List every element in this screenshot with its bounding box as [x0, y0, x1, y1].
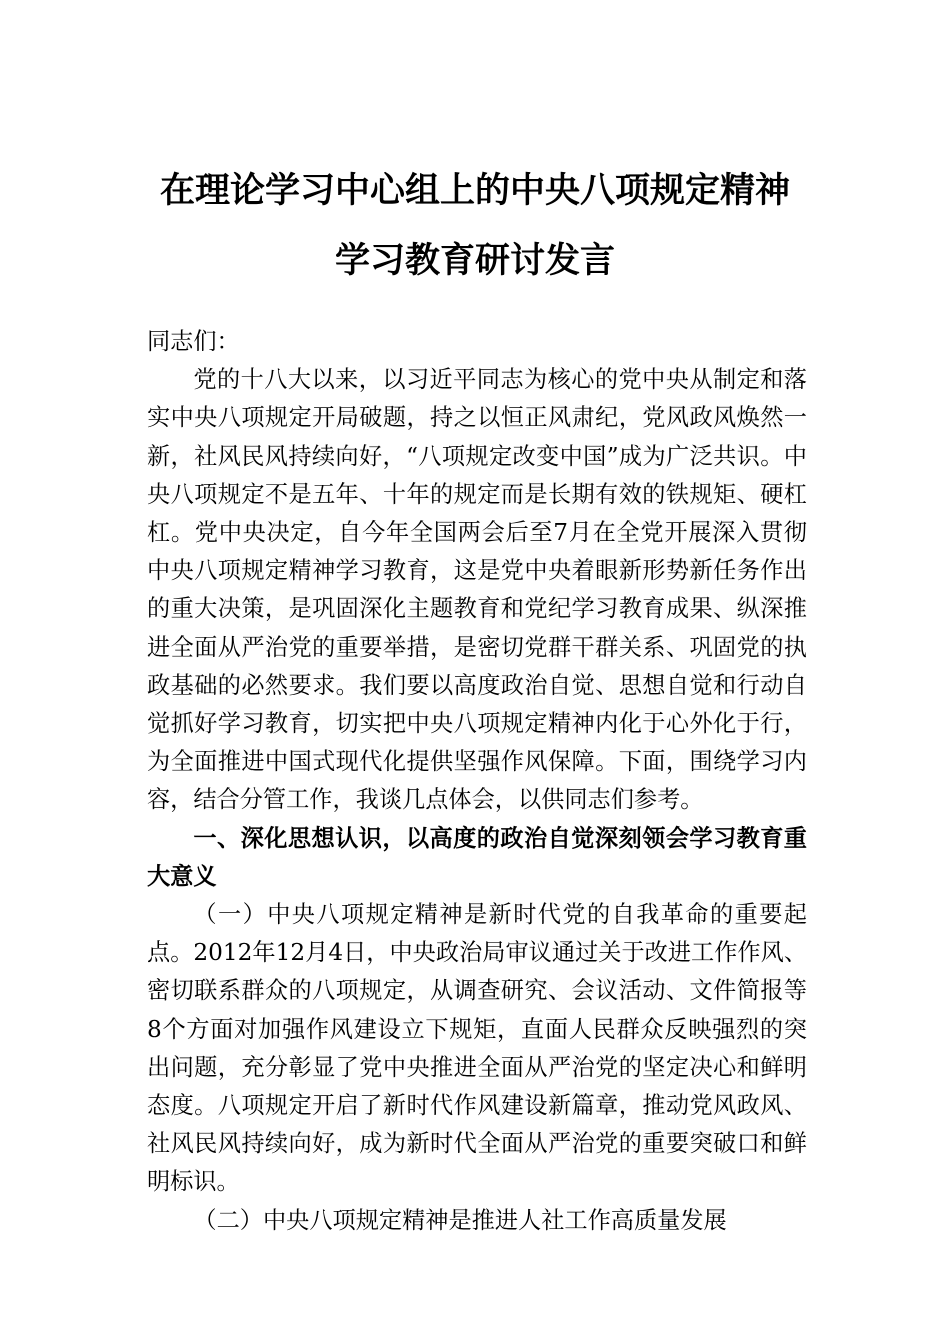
section-1-heading: 一、深化思想认识，以高度的政治自觉深刻领会学习教育重大意义 — [147, 824, 807, 890]
section-1-point-1: （一）中央八项规定精神是新时代党的自我革命的重要起点。2012年12月4日，中央政治局审议通过关于改进工作作风、密切联系群众的八项规定，从调查研究、会议活动、文件简报等8个方面对加强作风建设立下规矩，直面人民群众反映强烈的突出问题，充分彰显了党中央推进全面从严治党的坚定决心和鲜明态度。八项规定开启了新时代作风建设新篇章，推动党风政风、社风民风持续向好，成为新时代全面从严治党的重要突破口和鲜明标识。 — [147, 901, 807, 1196]
document-title-line-1: 在理论学习中心组上的中央八项规定精神 — [159, 170, 790, 211]
document-body — [147, 323, 807, 1240]
section-1-point-2: （二）中央八项规定精神是推进人社工作高质量发展 — [193, 1206, 727, 1234]
salutation: 同志们： — [147, 328, 240, 355]
intro-paragraph: 党的十八大以来，以习近平同志为核心的党中央从制定和落实中央八项规定开局破题，持之以恒正风肃纪，党风政风焕然一新，社风民风持续向好，“八项规定改变中国”成为广泛共识。中央八项规定不是五年、十年的规定而是长期有效的铁规矩、硬杠杠。党中央决定，自今年全国两会后至7月在全党开展深入贯彻中央八项规定精神学习教育，这是党中央着眼新形势新任务作出的重大决策，是巩固深化主题教育和党纪学习教育成果、纵深推进全面从严治党的重要举措，是密切党群干群关系、巩固党的执政基础的必然要求。我们要以高度政治自觉、思想自觉和行动自觉抓好学习教育，切实把中央八项规定精神内化于心外化于行，为全面推进中国式现代化提供坚强作风保障。下面，围绕学习内容，结合分管工作，我谈几点体会，以供同志们参考。 — [147, 366, 807, 814]
document-title-line-2: 学习教育研讨发言 — [334, 240, 615, 281]
